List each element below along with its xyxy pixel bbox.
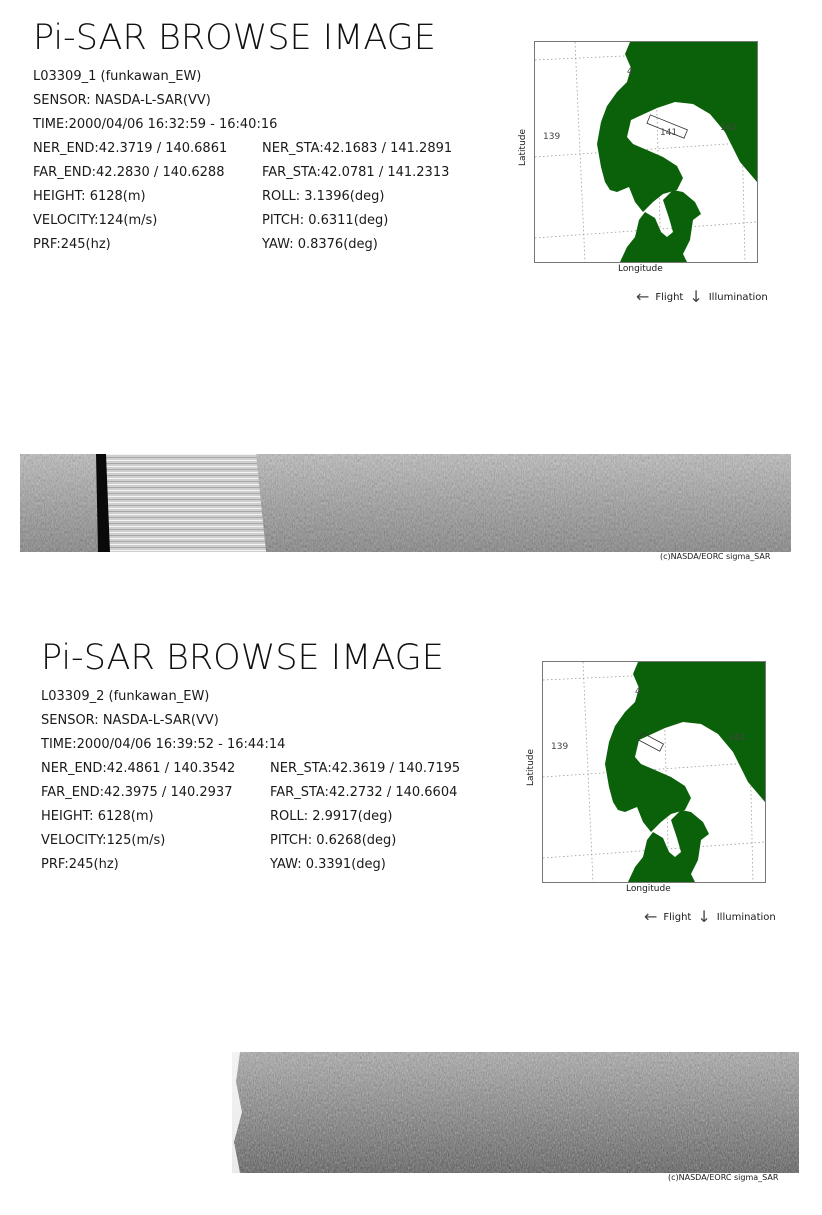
prf-text: PRF:245(hz) [41, 857, 119, 872]
flight-legend [636, 287, 768, 306]
longitude-label: Longitude [626, 884, 671, 894]
far-start-coords: FAR_STA:42.2732 / 140.6604 [270, 785, 458, 800]
sensor-text: SENSOR: NASDA-L-SAR(VV) [41, 713, 219, 728]
roll-text: ROLL: 2.9917(deg) [270, 809, 393, 824]
time-text: TIME:2000/04/06 16:32:59 - 16:40:16 [33, 117, 278, 132]
near-end-coords: NER_END:42.4861 / 140.3542 [41, 761, 236, 776]
flight-label: Flight [655, 291, 684, 303]
grid-label-4: 4 [635, 687, 641, 697]
flight-label: Flight [663, 911, 692, 923]
grid-label-141: 141 [660, 128, 678, 138]
copyright-credit: (c)NASDA/EORC sigma_SAR [660, 552, 771, 561]
copyright-credit: (c)NASDA/EORC sigma_SAR [668, 1173, 779, 1182]
browse-sheet-1 [0, 0, 822, 595]
velocity-text: VELOCITY:124(m/s) [33, 213, 158, 228]
latitude-label: Latitude [526, 748, 536, 786]
prf-text: PRF:245(hz) [33, 237, 111, 252]
illumination-label: Illumination [716, 911, 776, 923]
far-start-coords: FAR_STA:42.0781 / 141.2313 [262, 165, 450, 180]
yaw-text: YAW: 0.8376(deg) [262, 237, 378, 252]
illumination-label: Illumination [708, 291, 768, 303]
sar-image-strip [20, 454, 791, 552]
longitude-label: Longitude [618, 264, 663, 274]
scene-id: L03309_2 (funkawan_EW) [41, 689, 210, 704]
scene-id: L03309_1 (funkawan_EW) [33, 69, 202, 84]
far-end-coords: FAR_END:42.2830 / 140.6288 [33, 165, 225, 180]
grid-label-142: 142 [728, 733, 746, 743]
land-mass-south [620, 190, 701, 262]
sensor-text: SENSOR: NASDA-L-SAR(VV) [33, 93, 211, 108]
velocity-text: VELOCITY:125(m/s) [41, 833, 166, 848]
sar-image [20, 454, 791, 552]
grid-label-142: 142 [720, 123, 738, 133]
page-title: Pi-SAR BROWSE IMAGE [41, 638, 444, 678]
map-graphic [543, 662, 765, 882]
arrow-left-icon: ← [644, 907, 658, 926]
latitude-label: Latitude [518, 128, 528, 166]
map-graphic [535, 42, 757, 262]
arrow-down-icon: ↓ [689, 287, 703, 306]
roll-text: ROLL: 3.1396(deg) [262, 189, 385, 204]
sar-streak-zone [106, 454, 266, 552]
pitch-text: PITCH: 0.6311(deg) [262, 213, 389, 228]
near-end-coords: NER_END:42.3719 / 140.6861 [33, 141, 228, 156]
yaw-text: YAW: 0.3391(deg) [270, 857, 386, 872]
height-text: HEIGHT: 6128(m) [33, 189, 146, 204]
location-map [542, 661, 766, 883]
page-title: Pi-SAR BROWSE IMAGE [33, 18, 436, 58]
grid-label-139: 139 [543, 132, 561, 142]
location-map [534, 41, 758, 263]
sar-image-strip [232, 1052, 799, 1173]
browse-sheet-2 [8, 620, 822, 1215]
near-start-coords: NER_STA:42.3619 / 140.7195 [270, 761, 461, 776]
grid-label-139: 139 [551, 742, 569, 752]
land-mass-south [628, 810, 709, 882]
height-text: HEIGHT: 6128(m) [41, 809, 154, 824]
sar-image [232, 1052, 799, 1173]
time-text: TIME:2000/04/06 16:39:52 - 16:44:14 [41, 737, 286, 752]
land-mass-north [605, 662, 765, 832]
arrow-left-icon: ← [636, 287, 650, 306]
far-end-coords: FAR_END:42.3975 / 140.2937 [41, 785, 233, 800]
grid-label-4: 4 [627, 67, 633, 77]
near-start-coords: NER_STA:42.1683 / 141.2891 [262, 141, 453, 156]
flight-legend [644, 907, 776, 926]
arrow-down-icon: ↓ [697, 907, 711, 926]
pitch-text: PITCH: 0.6268(deg) [270, 833, 397, 848]
